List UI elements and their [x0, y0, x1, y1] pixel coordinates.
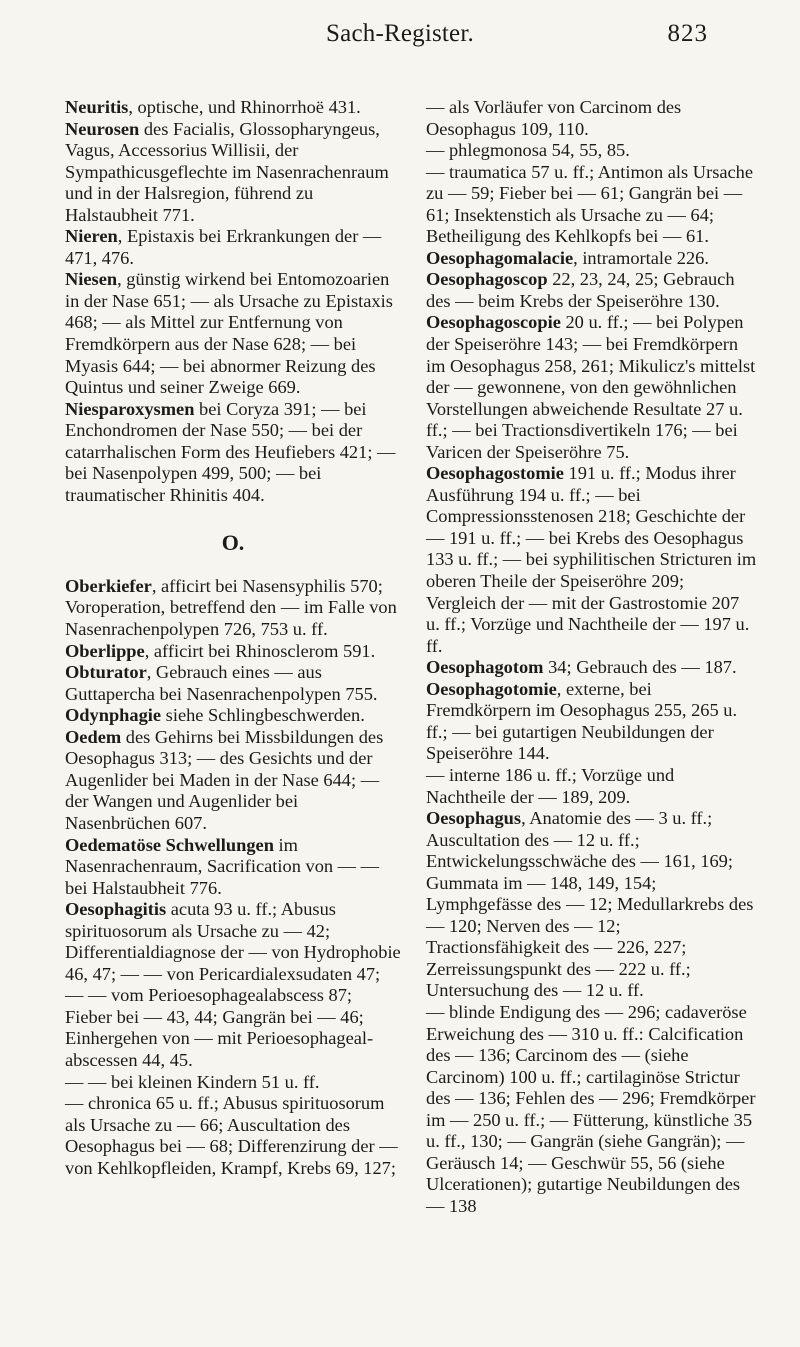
index-text: siehe Schlingbeschwerden. — [161, 705, 365, 726]
index-term: Oesophagoscopie — [426, 312, 561, 333]
index-text: , intramortale 226. — [573, 247, 709, 268]
index-text: bei Coryza 391; — bei Enchondromen der Nase 550; — bei der catarrhalischen Form des Heufiebers 421; — bei Nasenpolypen 499, 500; — bei traumatischer Rhinitis 404. — [65, 398, 396, 505]
index-term: Oberlippe — [65, 640, 145, 661]
index-entry — [426, 808, 757, 1002]
index-term: Neurosen — [65, 118, 140, 139]
index-entry — [65, 662, 401, 705]
index-term: Oedem — [65, 726, 122, 747]
index-text: , optische, und Rhinorrhoë 431. — [128, 97, 361, 117]
index-text: des Gehirns bei Missbildungen des Oesophagus 313; — des Gesichts und der Augenlider bei Maden in der Nase 644; — der Wangen und Augenlider bei Nasenbrüchen 607. — [65, 726, 384, 833]
index-term: Odynphagie — [65, 705, 162, 726]
index-term: Oesophagomalacie — [426, 247, 574, 268]
index-entry — [65, 119, 401, 227]
index-term: Nieren — [65, 226, 118, 247]
index-text: , günstig wirkend bei Entomozoarien in der Nase 651; — als Ursache zu Epistaxis 468; — als Mittel zur Entfernung von Fremdkörpern aus der Nase 628; — bei Myasis 644; — bei abnormer Reizung des Quintus und seiner Zweige 669. — [65, 269, 393, 398]
index-entry — [426, 463, 757, 657]
index-text: — blinde Endigung des — 296; cadaveröse Erweichung des — 310 u. ff.: Calcification des — 136; Carcinom des — (siehe Carcinom) 100 u. ff.; cartilaginöse Strictur des — 136; Fehlen des — 296; Fremdkörper im — 250 u. ff.; — Fütterung, künstliche 35 u. ff., 130; — Gangrän (siehe Gangrän); — Geräusch 14; — Geschwür 55, 56 (siehe Ulcerationen); gutartige Neubildungen des — 138 — [426, 1001, 756, 1216]
index-term: Oesophagotomie — [426, 678, 557, 699]
index-entry — [426, 657, 757, 679]
right-column — [426, 97, 757, 1217]
index-term: Neuritis — [65, 97, 129, 117]
index-entry — [65, 269, 401, 398]
index-entry — [65, 705, 401, 727]
left-column — [65, 97, 401, 1179]
index-entry — [65, 399, 401, 507]
index-text: 20 u. ff.; — bei Polypen der Speiseröhre 143; — bei Fremdkörpern im Oesophagus 258, 261; Mikulicz's mittelst der — gewonnene, von den gewöhnlichen Vorstellungen abweichende Resultate 27 u. ff.; — bei Tractionsdivertikeln 176; — bei Varicen der Speiseröhre 75. — [426, 312, 756, 462]
index-text: — phlegmonosa 54, 55, 85. — [426, 140, 630, 161]
index-term: Niesparoxysmen — [65, 398, 195, 419]
index-text: , afficirt bei Nasensyphilis 570; Voroperation, betreffend den — im Falle von Nasenrachenpolypen 726, 753 u. ff. — [65, 575, 397, 640]
index-text: 22, 23, 24, 25; Gebrauch des — beim Krebs der Speiseröhre 130. — [426, 269, 735, 311]
index-text: , Anatomie des — 3 u. ff.; Auscultation des — 12 u. ff.; Entwickelungsschwäche des — 161, 169; Gummata im — 148, 149, 154; Lymphgefässe des — 12; Medullarkrebs des — 120; Nerven des — 12; Tractionsfähigkeit des — 226, 227; Zerreissungspunkt des — 222 u. ff.; Untersuchung des — 12 u. ff. — [426, 808, 754, 1001]
index-subentry — [65, 1072, 401, 1094]
index-term: Oesophagitis — [65, 899, 167, 920]
index-text: im Nasenrachenraum, Sacrification von — — bei Halstaubheit 776. — [65, 834, 380, 898]
index-subentry — [426, 97, 757, 140]
index-term: Obturator — [65, 662, 147, 683]
index-subentry — [426, 140, 757, 162]
section-letter: O. — [221, 530, 245, 556]
index-subentry — [426, 765, 757, 808]
index-text: — — bei kleinen Kindern 51 u. ff. — [65, 1071, 320, 1092]
index-entry — [65, 97, 401, 119]
index-text: 191 u. ff.; Modus ihrer Ausführung 194 u. ff.; — bei Compressionsstenosen 218; Geschichte der — 191 u. ff.; — bei Krebs des Oesophagus 133 u. ff.; — bei syphilitischen Stricturen im oberen Theile der Speiseröhre 209; Vergleich der — mit der Gastrostomie 207 u. ff.; Vorzüge und Nachtheile der — 197 u. ff. — [426, 463, 757, 656]
index-entry — [426, 269, 757, 312]
index-entry — [426, 248, 757, 270]
index-text: , Epistaxis bei Erkrankungen der — 471, 476. — [65, 226, 382, 268]
index-entry — [65, 226, 401, 269]
index-entry — [65, 899, 401, 1071]
index-text: — traumatica 57 u. ff.; Antimon als Ursache zu — 59; Fieber bei — 61; Gangrän bei — 61; Insektenstich als Ursache zu — 64; Betheiligung des Kehlkopfs bei — 61. — [426, 161, 754, 247]
index-term: Oberkiefer — [65, 575, 152, 596]
index-text: , afficirt bei Rhinosclerom 591. — [144, 640, 376, 661]
index-text: 34; Gebrauch des — 187. — [543, 657, 737, 678]
index-term: Oedematöse Schwellungen — [65, 834, 274, 855]
index-text: , Gebrauch eines — aus Guttapercha bei Nasenrachenpolypen 755. — [65, 662, 378, 704]
index-term: Oesophagotom — [426, 657, 544, 678]
index-entry — [426, 679, 757, 765]
index-entry — [426, 312, 757, 463]
index-subentry — [426, 1002, 757, 1217]
index-text: — als Vorläufer von Carcinom des Oesophagus 109, 110. — [426, 97, 682, 139]
index-subentry — [426, 162, 757, 248]
index-text: acuta 93 u. ff.; Abusus spirituosorum als Ursache zu — 42; Differentialdiagnose der — von Hydrophobie 46, 47; — — von Pericardialexsudaten 47; — — vom Perioesophagealabscess 87; Fieber bei — 43, 44; Gangrän bei — 46; Einhergehen von — mit Perioesophageal-abscessen 44, 45. — [65, 899, 401, 1070]
index-text: — chronica 65 u. ff.; Abusus spirituosorum als Ursache zu — 66; Auscultation des Oesophagus bei — 68; Differenzirung der — von Kehlkopfleiden, Krampf, Krebs 69, 127; — [65, 1093, 398, 1178]
page-number: 823 — [667, 20, 708, 47]
running-title: Sach-Register. — [326, 20, 474, 47]
index-text: — interne 186 u. ff.; Vorzüge und Nachtheile der — 189, 209. — [426, 764, 675, 807]
index-term: Oesophagostomie — [426, 463, 564, 484]
index-term: Oesophagoscop — [426, 269, 548, 290]
index-term: Niesen — [65, 269, 118, 290]
index-entry — [65, 727, 401, 835]
index-entry — [65, 641, 401, 663]
index-entry — [65, 576, 401, 641]
index-entry — [65, 835, 401, 900]
index-text: , externe, bei Fremdkörpern im Oesophagus 255, 265 u. ff.; — bei gutartigen Neubildungen der Speiseröhre 144. — [426, 678, 738, 764]
index-text: des Facialis, Glossopharyngeus, Vagus, Accessorius Willisii, der Sympathicusgeflechte im Nasenrachenraum und in der Halsregion, führend zu Halstaubheit 771. — [65, 118, 389, 225]
index-subentry — [65, 1093, 401, 1179]
index-term: Oesophagus — [426, 808, 522, 829]
running-head — [0, 20, 800, 60]
